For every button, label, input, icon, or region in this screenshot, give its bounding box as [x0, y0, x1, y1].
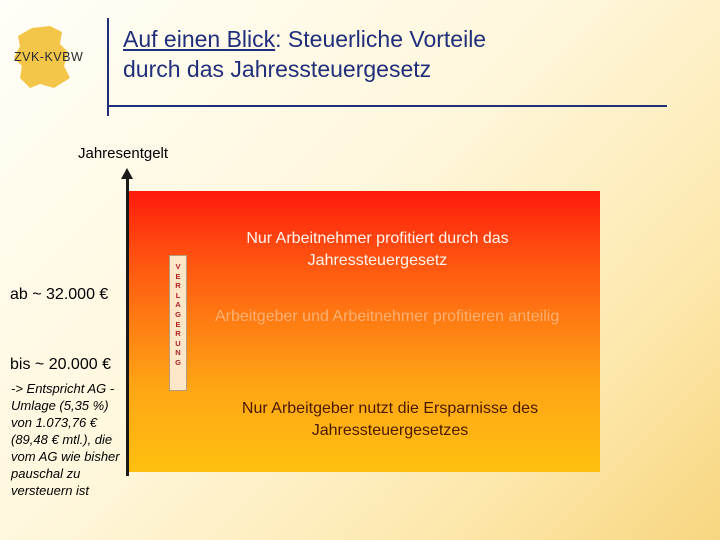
verlagerung-box: [169, 255, 187, 391]
zone-middle-label: Arbeitgeber und Arbeitnehmer profitieren anteilig: [215, 308, 560, 325]
logo: [10, 22, 105, 92]
zone-top-label: Nur Arbeitnehmer profitiert durch das Jahressteuergesetz: [246, 230, 509, 269]
verz-letter: G: [175, 357, 181, 367]
verz-letter: E: [175, 319, 181, 329]
header-vertical-rule: [107, 18, 109, 116]
y-axis-label: Jahresentgelt: [78, 145, 169, 162]
verz-letter: A: [175, 300, 181, 310]
verz-letter: U: [175, 338, 181, 348]
title-underlined: Auf einen Blick: [123, 26, 276, 52]
verz-letter: N: [175, 348, 181, 358]
zone-bottom-label: Nur Arbeitgeber nutzt die Ersparnisse des Jahressteuergesetzes: [241, 400, 539, 439]
verz-letter: G: [175, 309, 181, 319]
title-rest: : Steuerliche Vorteile: [275, 26, 487, 52]
verz-letter: R: [175, 329, 181, 339]
tick-upper: ab ~ 32.000 €: [10, 286, 109, 303]
verz-letter: E: [175, 271, 181, 281]
verz-letter: V: [175, 262, 181, 271]
verz-letter: L: [175, 290, 181, 300]
logo-text: ZVK-KVBW: [14, 50, 84, 64]
header-horizontal-rule: [107, 105, 667, 107]
page-title: [123, 24, 486, 84]
title-line2: durch das Jahressteuergesetz: [123, 56, 432, 82]
tick-lower: bis ~ 20.000 €: [10, 356, 111, 373]
verz-letter: R: [175, 281, 181, 291]
footnote: -> Entspricht AG -Umlage (5,35 %) von 1.073,76 € (89,48 € mtl.), die vom AG wie bisher pauschal zu versteuern ist: [11, 381, 120, 498]
